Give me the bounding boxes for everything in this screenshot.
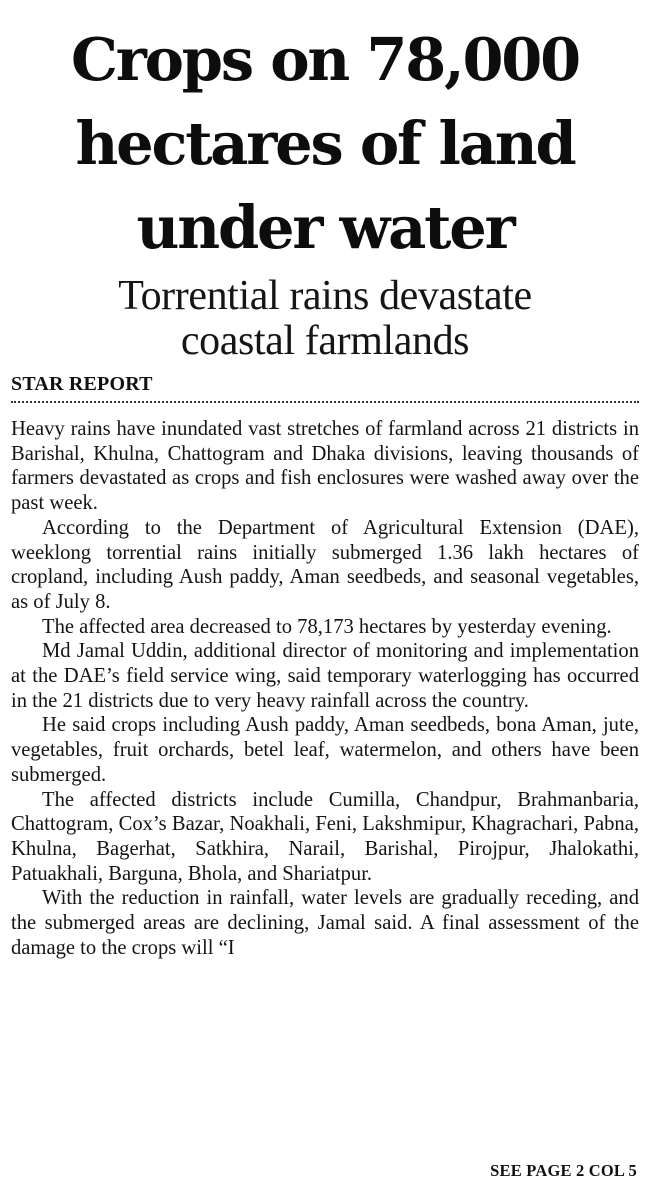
article-paragraph: Heavy rains have inundated vast stretches of farmland across 21 districts in Barishal, Khulna, Chattogram and Dhaka divisions, leaving thousands of farmers devastated as crops and fish enclosures were washed away over the past week. bbox=[11, 418, 639, 515]
article-paragraph: The affected districts include Cumilla, Chandpur, Brahmanbaria, Chattogram, Cox’s Bazar, Noakhali, Feni, Lakshmipur, Khagrachari, Pabna, Khulna, Bagerhat, Satkhira, Narail, Barishal, Pirojpur, Jhalokathi, Patuakhali, Barguna, Bhola, and Shariatpur. bbox=[11, 788, 639, 885]
article-paragraph: With the reduction in rainfall, water levels are gradually receding, and the submerged areas are declining, Jamal said. A final assessment of the damage to the crops will “I bbox=[11, 887, 639, 959]
headline-line: under water bbox=[136, 193, 514, 262]
article-paragraph: He said crops including Aush paddy, Aman seedbeds, bona Aman, jute, vegetables, fruit orchards, betel leaf, watermelon, and others have been submerged. bbox=[11, 714, 639, 786]
continuation-note: SEE PAGE 2 COL 5 bbox=[490, 1161, 637, 1180]
subheadline bbox=[11, 274, 639, 364]
headline-line: Crops on 78,000 bbox=[71, 25, 579, 94]
article-paragraph: The affected area decreased to 78,173 hectares by yesterday evening. bbox=[42, 615, 612, 638]
article-body bbox=[11, 417, 639, 960]
subheadline-line: coastal farmlands bbox=[180, 318, 470, 364]
headline-line: hectares of land bbox=[75, 109, 575, 178]
dotted-divider bbox=[11, 401, 639, 403]
article-paragraph: Md Jamal Uddin, additional director of monitoring and implementation at the DAE’s field service wing, said temporary waterlogging has occurred in the 21 districts due to very heavy rainfall across the country. bbox=[11, 640, 639, 712]
article-paragraph: According to the Department of Agricultural Extension (DAE), weeklong torrential rains initially submerged 1.36 lakh hectares of cropland, including Aush paddy, Aman seedbeds, and seasonal vegetables, as of July 8. bbox=[11, 516, 639, 613]
headline bbox=[11, 0, 639, 270]
subheadline-line: Torrential rains devastate bbox=[118, 273, 532, 319]
byline: STAR REPORT bbox=[11, 373, 153, 395]
